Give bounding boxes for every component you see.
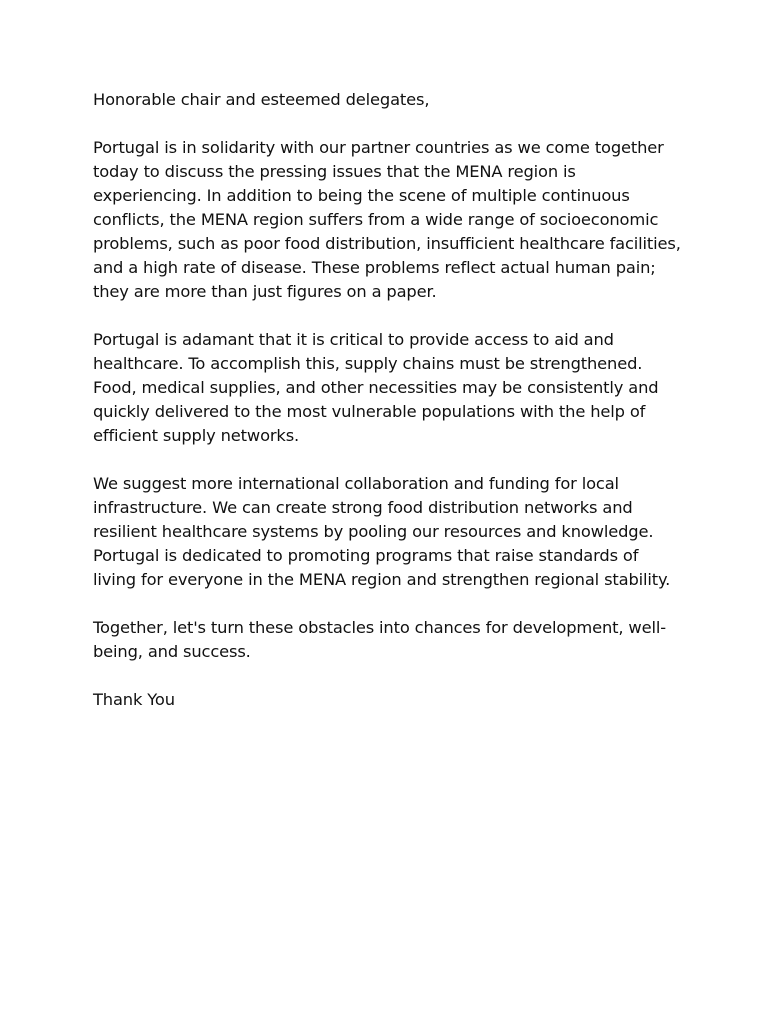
paragraph-intro: Portugal is in solidarity with our partner countries as we come together today to discuss the pressing issues that the MENA region is experiencing. In addition to being the scene of multiple continuous conflicts, the MENA region suffers from a wide range of socioeconomic problems, such as poor food distribution, insufficient healthcare facilities, and a high rate of disease. These problems reflect actual human pain; they are more than just figures on a paper. <box>93 138 681 301</box>
paragraph-conclusion: Together, let's turn these obstacles into chances for development, well-being, and success. <box>93 618 666 661</box>
paragraph-collaboration: We suggest more international collaboration and funding for local infrastructure. We can create strong food distribution networks and resilient healthcare systems by pooling our resources and knowledge. Portugal is dedicated to promoting programs that raise standards of living for everyone in the MENA region and strengthen regional stability. <box>93 474 671 589</box>
paragraph-aid-healthcare: Portugal is adamant that it is critical to provide access to aid and healthcare. To accomplish this, supply chains must be strengthened. Food, medical supplies, and other necessities may be consistently and quickly delivered to the most vulnerable populations with the help of efficient supply networks. <box>93 330 659 445</box>
document-body <box>93 88 683 712</box>
closing: Thank You <box>93 690 175 709</box>
salutation: Honorable chair and esteemed delegates, <box>93 90 430 109</box>
